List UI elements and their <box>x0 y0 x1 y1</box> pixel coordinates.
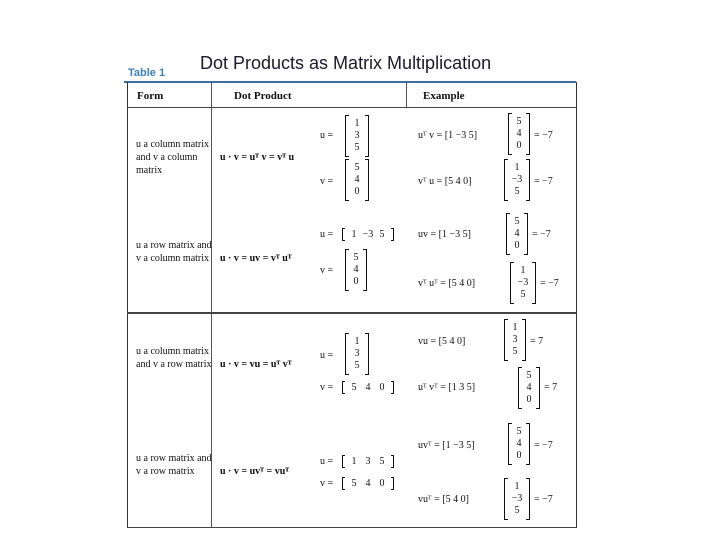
u-label: u = <box>320 456 334 467</box>
u-row-matrix: 1 −3 5 <box>342 229 394 240</box>
header-rule <box>127 107 576 108</box>
v-label: v = <box>320 176 334 187</box>
dot-product-cell: u · v = uvᵀ = vuᵀ <box>220 466 290 477</box>
dot-product-cell: u · v = uᵀ v = vᵀ u <box>220 152 295 163</box>
dot-product-cell: u · v = vu = uᵀ vᵀ <box>220 359 292 370</box>
example-expression: uᵀ vᵀ = [1 3 5] <box>418 382 476 393</box>
v-row-matrix: 5 4 0 <box>342 478 394 489</box>
u-row-matrix: 1 3 5 <box>342 456 394 467</box>
example-expression: vᵀ uᵀ = [5 4 0] <box>418 278 476 289</box>
u-label: u = <box>320 130 334 141</box>
example-expression: vu = [5 4 0] <box>418 336 466 347</box>
dot-product-cell: u · v = uv = vᵀ uᵀ <box>220 253 292 264</box>
example-result: = −7 <box>534 494 553 505</box>
header-form: Form <box>137 90 164 102</box>
example-expression: uᵀ v = [1 −3 5] <box>418 130 478 141</box>
v-matrix: 5 4 0 <box>345 160 369 200</box>
example-matrix: 5 4 0 <box>506 214 528 254</box>
example-expression: vᵀ u = [5 4 0] <box>418 176 472 187</box>
v-row-matrix: 5 4 0 <box>342 382 394 393</box>
example-result: = −7 <box>540 278 559 289</box>
form-cell: u a row matrix and v a row matrix <box>136 453 212 477</box>
u-matrix: 1 3 5 <box>345 116 369 156</box>
section-rule <box>127 312 576 314</box>
header-divider <box>406 82 407 108</box>
form-cell: u a row matrix and v a column matrix <box>136 240 212 264</box>
example-result: = −7 <box>532 229 551 240</box>
u-label: u = <box>320 229 334 240</box>
v-label: v = <box>320 478 334 489</box>
table-label: Table 1 <box>128 67 166 79</box>
v-label: v = <box>320 382 334 393</box>
example-result: = −7 <box>534 176 553 187</box>
header-example: Example <box>423 90 465 102</box>
example-matrix: 1 −3 5 <box>504 160 530 200</box>
example-matrix: 5 4 0 <box>508 424 530 464</box>
example-expression: vuᵀ = [5 4 0] <box>418 494 469 505</box>
header-dot-product: Dot Product <box>234 90 292 102</box>
table-bottom-rule <box>127 527 576 528</box>
example-matrix: 1 3 5 <box>504 320 526 360</box>
example-result: = 7 <box>544 382 558 393</box>
example-result: = −7 <box>534 130 553 141</box>
v-label: v = <box>320 265 334 276</box>
u-label: u = <box>320 350 334 361</box>
slide-title: Dot Products as Matrix Multiplication <box>200 53 492 73</box>
u-matrix: 1 3 5 <box>345 334 369 374</box>
example-expression: uv = [1 −3 5] <box>418 229 471 240</box>
example-result: = −7 <box>534 440 553 451</box>
example-result: = 7 <box>530 336 544 347</box>
v-matrix: 5 4 0 <box>345 250 367 290</box>
example-matrix: 1 −3 5 <box>504 479 530 519</box>
example-matrix: 1 −3 5 <box>510 263 536 303</box>
example-matrix: 5 4 0 <box>508 114 530 154</box>
example-matrix: 5 4 0 <box>518 368 540 408</box>
example-expression: uvᵀ = [1 −3 5] <box>418 440 475 451</box>
form-cell: u a column matrix and v a column matrix <box>136 139 210 176</box>
form-cell: u a column matrix and v a row matrix <box>136 346 212 370</box>
